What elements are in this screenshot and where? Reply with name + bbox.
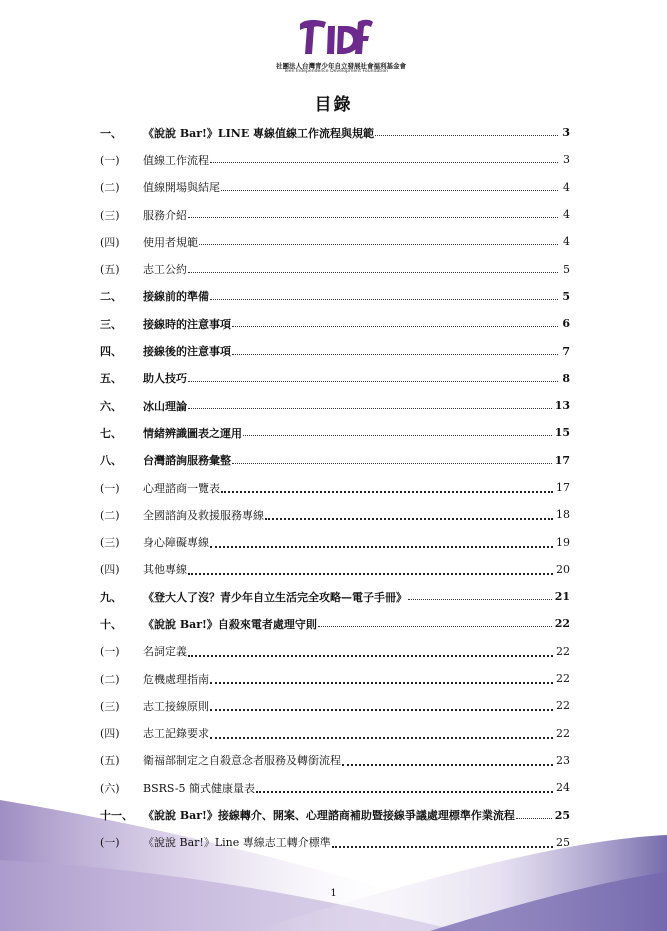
page-number: 1 bbox=[330, 888, 337, 899]
toc-entry-page: 4 bbox=[563, 208, 570, 222]
toc-entry-title: BSRS-5 簡式健康量表 bbox=[143, 781, 256, 795]
toc-entry-title: 《說說 Bar!》LINE 專線值線工作流程與規範 bbox=[143, 126, 375, 140]
dot-leader bbox=[232, 326, 558, 327]
toc-entry-page: 22 bbox=[556, 726, 570, 740]
toc-entry-title: 台灣諮詢服務彙整 bbox=[143, 454, 231, 468]
toc-entry-page: 4 bbox=[563, 235, 570, 249]
toc-entry[interactable] bbox=[100, 801, 570, 828]
toc-entry-number: 十、 bbox=[100, 617, 122, 631]
toc-entry-title: 《說說 Bar!》接線轉介、開案、心理諮商補助暨接線爭議處理標準作業流程 bbox=[143, 809, 515, 823]
dot-leader bbox=[188, 573, 553, 575]
toc-entry-number: 三、 bbox=[100, 317, 122, 331]
toc-entry-number: 一、 bbox=[100, 126, 122, 140]
toc-entry[interactable] bbox=[100, 255, 570, 282]
dot-leader bbox=[256, 791, 553, 793]
toc-entry-title: 志工公約 bbox=[143, 263, 187, 277]
toc-entry-number: (一) bbox=[100, 645, 120, 659]
toc-entry[interactable] bbox=[100, 692, 570, 719]
toc-entry-page: 3 bbox=[563, 153, 570, 167]
toc-entry-page: 25 bbox=[554, 808, 570, 822]
toc-entry-number: (三) bbox=[100, 699, 120, 713]
toc-entry-title: 危機處理指南 bbox=[143, 672, 209, 686]
toc-entry-title: 《說說 Bar!》Line 專線志工轉介標準 bbox=[143, 836, 331, 850]
toc-entry-page: 24 bbox=[556, 781, 570, 795]
dot-leader bbox=[199, 244, 558, 245]
toc-entry[interactable] bbox=[100, 556, 570, 583]
toc-entry[interactable] bbox=[100, 310, 570, 337]
table-of-contents bbox=[100, 119, 570, 856]
toc-entry-page: 17 bbox=[556, 481, 570, 494]
toc-entry-title: 助人技巧 bbox=[143, 372, 187, 386]
toc-entry-page: 19 bbox=[556, 535, 570, 549]
toc-entry-page: 22 bbox=[556, 699, 570, 713]
toc-entry-title: 《登大人了沒？青少年自立生活完全攻略—電子手冊》 bbox=[143, 590, 407, 604]
toc-entry[interactable] bbox=[100, 774, 570, 801]
dot-leader bbox=[210, 546, 553, 548]
toc-entry[interactable] bbox=[100, 419, 570, 446]
toc-entry[interactable] bbox=[100, 720, 570, 747]
toc-entry-page: 8 bbox=[562, 371, 570, 385]
toc-entry[interactable] bbox=[100, 392, 570, 419]
dot-leader bbox=[210, 162, 558, 163]
dot-leader bbox=[243, 435, 552, 436]
toc-entry[interactable] bbox=[100, 583, 570, 610]
toc-entry-page: 21 bbox=[554, 590, 570, 604]
toc-entry-page: 17 bbox=[554, 453, 570, 467]
dot-leader bbox=[188, 408, 552, 409]
org-name-en: Teen Independence Development Foundation bbox=[283, 69, 389, 74]
toc-entry-number: (五) bbox=[100, 754, 120, 768]
toc-entry-page: 4 bbox=[563, 180, 570, 194]
toc-entry-number: (二) bbox=[100, 181, 120, 195]
toc-entry-title: 值線工作流程 bbox=[143, 153, 209, 167]
toc-entry-number: (一) bbox=[100, 836, 120, 850]
toc-entry-page: 22 bbox=[556, 672, 570, 686]
toc-entry-number: (一) bbox=[100, 153, 120, 167]
toc-entry-number: 九、 bbox=[100, 590, 122, 604]
dot-leader bbox=[375, 135, 558, 136]
toc-entry[interactable] bbox=[100, 119, 570, 146]
toc-entry[interactable] bbox=[100, 365, 570, 392]
dot-leader bbox=[265, 518, 553, 520]
toc-entry-title: 志工接線原則 bbox=[143, 699, 209, 713]
dot-leader bbox=[210, 299, 558, 300]
dot-leader bbox=[210, 682, 553, 684]
toc-entry-page: 5 bbox=[562, 289, 570, 303]
toc-entry-title: 身心障礙專線 bbox=[143, 536, 209, 550]
dot-leader bbox=[188, 381, 558, 382]
dot-leader bbox=[342, 764, 553, 766]
toc-entry-page: 3 bbox=[562, 126, 570, 140]
toc-entry-number: 二、 bbox=[100, 290, 122, 304]
toc-entry-page: 13 bbox=[554, 399, 570, 413]
org-name-cn: 社團法人台灣青少年自立發展社會福利基金會 bbox=[276, 62, 406, 70]
toc-entry-page: 6 bbox=[562, 317, 570, 331]
toc-entry-number: (三) bbox=[100, 208, 120, 222]
toc-entry-number: (四) bbox=[100, 727, 120, 741]
toc-entry-title: 接線時的注意事項 bbox=[143, 317, 231, 331]
dot-leader bbox=[210, 737, 553, 739]
toc-entry-number: (四) bbox=[100, 563, 120, 577]
dot-leader bbox=[408, 599, 552, 600]
toc-entry-page: 23 bbox=[556, 753, 570, 767]
toc-entry-title: 接線前的準備 bbox=[143, 290, 209, 304]
dot-leader bbox=[188, 655, 553, 657]
toc-entry[interactable] bbox=[100, 829, 570, 856]
toc-entry-title: 衛福部制定之自殺意念者服務及轉銜流程 bbox=[143, 754, 341, 768]
dot-leader bbox=[221, 190, 558, 191]
toc-entry[interactable] bbox=[100, 447, 570, 474]
dot-leader bbox=[232, 354, 558, 355]
page-title: 目錄 bbox=[314, 95, 353, 115]
dot-leader bbox=[332, 846, 553, 848]
toc-entry-title: 全國諮詢及救援服務專線 bbox=[143, 508, 264, 522]
toc-entry-page: 15 bbox=[554, 426, 570, 440]
dot-leader bbox=[188, 272, 558, 273]
toc-entry-number: 四、 bbox=[100, 345, 122, 359]
toc-entry[interactable] bbox=[100, 610, 570, 637]
toc-entry[interactable] bbox=[100, 228, 570, 255]
toc-entry-title: 志工記錄要求 bbox=[143, 727, 209, 741]
toc-entry-page: 22 bbox=[554, 617, 570, 631]
toc-entry-page: 7 bbox=[562, 344, 570, 358]
toc-entry-title: 使用者規範 bbox=[143, 235, 198, 249]
toc-entry[interactable] bbox=[100, 146, 570, 173]
toc-entry-title: 其他專線 bbox=[143, 563, 187, 577]
toc-entry-title: 接線後的注意事項 bbox=[143, 345, 231, 359]
toc-entry-page: 20 bbox=[556, 562, 570, 576]
toc-entry[interactable] bbox=[100, 174, 570, 201]
toc-entry-number: (二) bbox=[100, 672, 120, 686]
tidf-logo-icon bbox=[298, 16, 374, 58]
dot-leader bbox=[232, 463, 552, 464]
toc-entry[interactable] bbox=[100, 474, 570, 501]
toc-entry[interactable] bbox=[100, 747, 570, 774]
toc-entry-page: 5 bbox=[563, 262, 570, 276]
toc-entry-title: 服務介紹 bbox=[143, 208, 187, 222]
toc-entry-page: 18 bbox=[556, 508, 570, 522]
dot-leader bbox=[318, 626, 552, 627]
toc-entry-number: 十一、 bbox=[100, 809, 133, 823]
toc-entry-number: (五) bbox=[100, 263, 120, 277]
toc-entry[interactable] bbox=[100, 638, 570, 665]
toc-entry-number: 六、 bbox=[100, 399, 122, 413]
toc-entry-number: (三) bbox=[100, 536, 120, 550]
dot-leader bbox=[188, 217, 558, 218]
toc-entry-number: (四) bbox=[100, 235, 120, 249]
toc-entry-number: 五、 bbox=[100, 372, 122, 386]
toc-entry-number: 八、 bbox=[100, 454, 122, 468]
toc-entry-title: 《說說 Bar!》自殺來電者處理守則 bbox=[143, 617, 317, 631]
toc-entry[interactable] bbox=[100, 201, 570, 228]
toc-entry-number: (一) bbox=[100, 481, 120, 495]
toc-entry[interactable] bbox=[100, 665, 570, 692]
dot-leader bbox=[221, 491, 553, 493]
dot-leader bbox=[210, 709, 553, 711]
toc-entry-number: (二) bbox=[100, 508, 120, 522]
toc-entry-title: 名詞定義 bbox=[143, 645, 187, 659]
dot-leader bbox=[516, 818, 552, 819]
toc-entry-number: (六) bbox=[100, 781, 120, 795]
toc-entry-page: 22 bbox=[556, 644, 570, 658]
toc-entry[interactable] bbox=[100, 283, 570, 310]
foundation-logo bbox=[276, 16, 406, 78]
toc-entry-page: 25 bbox=[556, 835, 570, 849]
toc-entry-title: 冰山理論 bbox=[143, 399, 187, 413]
toc-entry-title: 情緒辨識圖表之運用 bbox=[143, 426, 242, 440]
toc-entry[interactable] bbox=[100, 528, 570, 555]
toc-entry[interactable] bbox=[100, 501, 570, 528]
toc-entry[interactable] bbox=[100, 337, 570, 364]
toc-entry-title: 值線開場與結尾 bbox=[143, 181, 220, 195]
toc-entry-number: 七、 bbox=[100, 426, 122, 440]
toc-entry-title: 心理諮商一覽表 bbox=[143, 481, 220, 495]
